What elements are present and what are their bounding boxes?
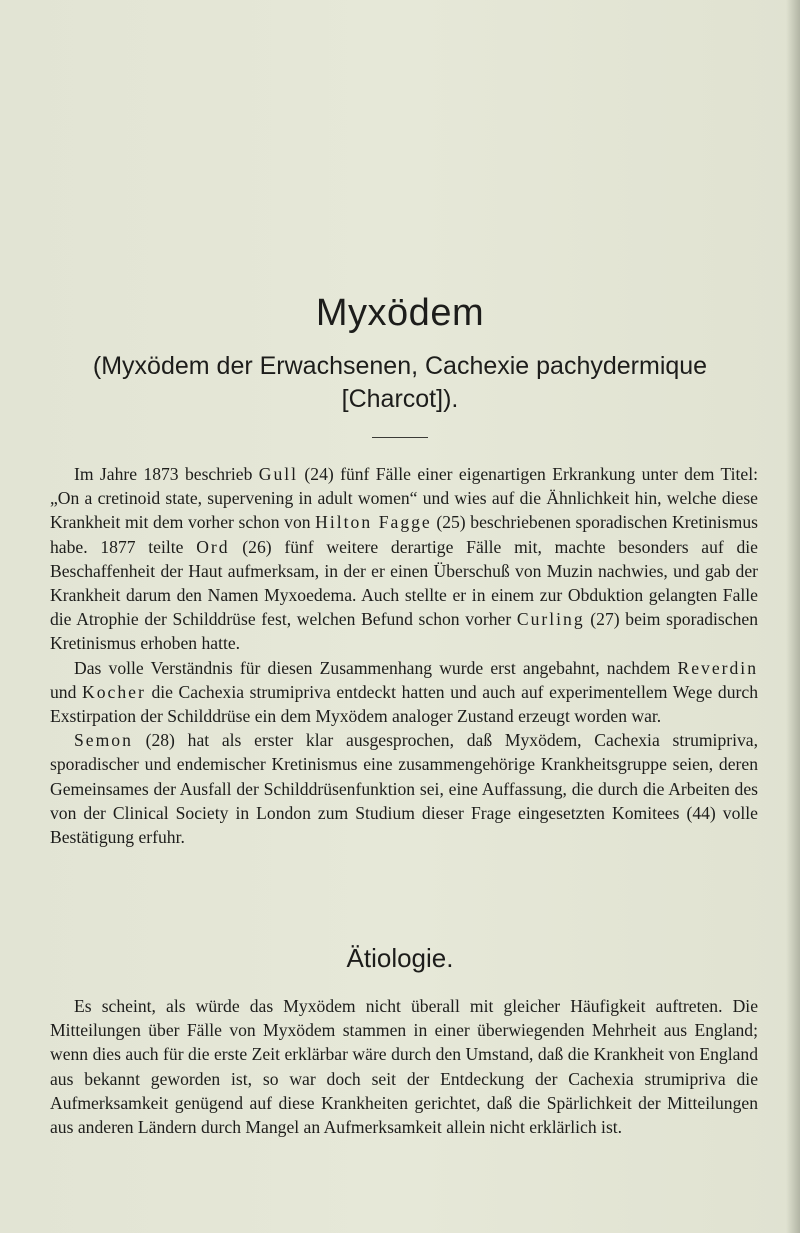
page-subtitle: (Myxödem der Erwachsenen, Cachexie pachydermique [Charcot]). (92, 352, 708, 413)
section-heading-etiology: Ätiologie. (346, 943, 454, 973)
text-run: (27) beim sporadischen Kretinismus erhoben hatte. (50, 609, 758, 654)
author-name: Reverdin (677, 657, 758, 678)
etiology-section (50, 994, 758, 1139)
intro-paragraph-2 (50, 656, 758, 729)
author-name: Gull (258, 464, 299, 484)
text-run: (28) hat als erster klar ausgesprochen, daß Myxödem, Cachexia strumipriva, sporadischer und endemischer Kretinismus eine zusammengehörige Krankheitsgruppe seien, deren Gemeinsames der Ausfall der Schilddrüsenfunktion sei, eine Auffassung, die durch die Arbeiten des von der Clinical Society in London zum Studium dieser Frage eingesetzten Komitees (44) volle Bestätigung erfuhr. (50, 730, 758, 848)
text-run: Das volle Verständnis für diesen Zusammenhang wurde erst angebahnt, nachdem (74, 657, 678, 678)
intro-section (50, 462, 758, 849)
text-run: (25) beschriebenen sporadischen Kretinismus habe. 1877 teilte (50, 512, 758, 557)
intro-paragraph-3 (50, 728, 758, 849)
text-run: und (50, 681, 83, 702)
author-name: Semon (74, 730, 133, 751)
divider-rule (372, 437, 428, 438)
text-run: (26) fünf weitere derartige Fälle mit, machte besonders auf die Beschaffenheit der Haut aufmerksam, in der er einen Überschuß von Muzin nachwies, und gab der Krankheit darum den Namen Myxoedema. Auch stellte er in einem zur Obduktion gelangten Falle die Atrophie der Schilddrüse fest, welchen Befund schon vorher (50, 536, 758, 630)
author-name: Hilton Fagge (315, 512, 432, 533)
author-name: Ord (196, 536, 230, 557)
text-run: Im Jahre 1873 beschrieb (74, 464, 259, 484)
page-title: Myxödem (315, 292, 485, 334)
page-edge-shadow (786, 0, 800, 1233)
author-name: Curling (516, 609, 585, 630)
etiology-paragraph-1: Es scheint, als würde das Myxödem nicht überall mit gleicher Häufigkeit auftreten. Die Mitteilungen über Fälle von Myxödem stammen in einer überwiegenden Mehrheit aus England; wenn dies auch für die erste Zeit erklärbar wäre durch den Umstand, daß die Krankheit von England aus bekannt geworden ist, so war doch seit der Entdeckung der Cachexia strumipriva die Aufmerksamkeit genügend auf diese Krankheiten gerichtet, daß die Spärlichkeit der Mitteilungen aus anderen Ländern durch Mangel an Aufmerksamkeit allein nicht erklärlich ist. (50, 996, 758, 1138)
intro-paragraph-1 (50, 462, 758, 656)
text-run: die Cachexia strumipriva entdeckt hatten und auch auf experimentellem Wege durch Exstirpation der Schilddrüse ein dem Myxödem analoger Zustand erzeugt worden war. (50, 681, 758, 727)
author-name: Kocher (82, 681, 146, 702)
text-run: (24) fünf Fälle einer eigenartigen Erkrankung unter dem Titel: „On a cretinoid state, supervening in adult women“ und wies auf die Ähnlichkeit hin, welche diese Krankheit mit dem vorher schon von (50, 464, 758, 533)
